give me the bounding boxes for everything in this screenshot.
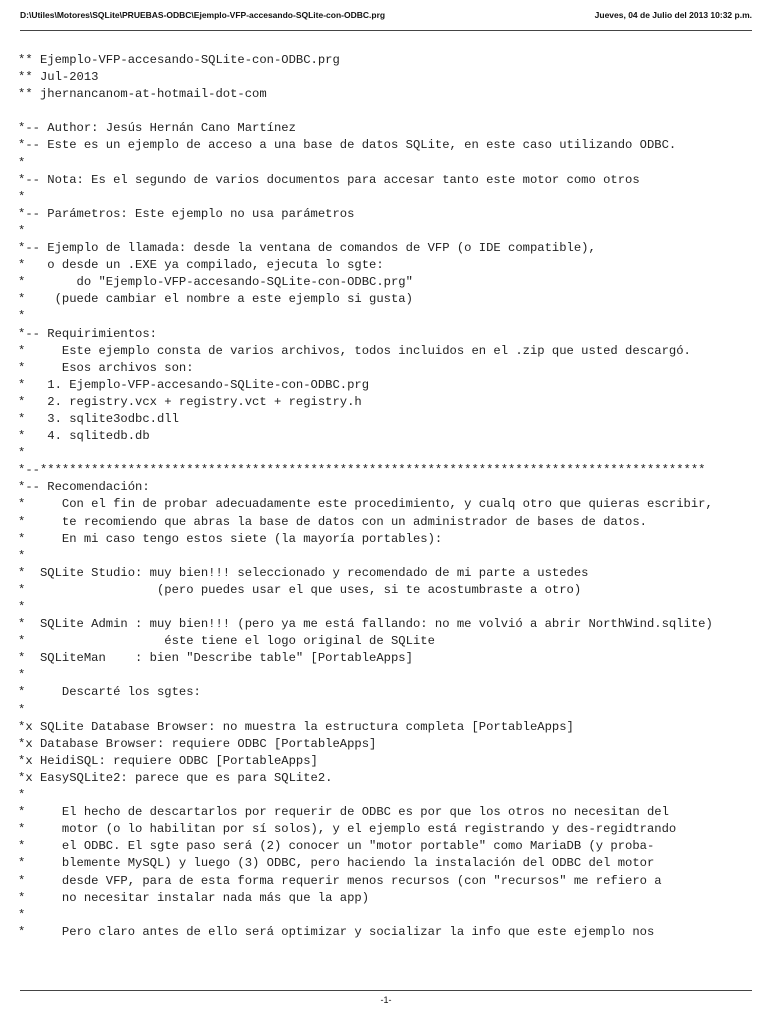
code-line: *-- Ejemplo de llamada: desde la ventana de comandos de VFP (o IDE compatible), [18,241,596,256]
code-line: * o desde un .EXE ya compilado, ejecuta lo sgte: [18,258,384,273]
code-line: ** Ejemplo-VFP-accesando-SQLite-con-ODBC.prg [18,53,340,67]
code-line: *x HeidiSQL: requiere ODBC [PortableApps] [18,753,318,768]
code-line: * Pero claro antes de ello será optimizar y socializar la info que este ejemplo nos [18,924,655,939]
code-line: * 4. sqlitedb.db [18,429,150,444]
page-number: -1- [380,995,392,1005]
code-line: * SQLiteMan : bien "Describe table" [PortableApps] [18,651,413,666]
code-line: * Con el fin de probar adecuadamente este procedimiento, y cualq otro que quieras escribir, [18,497,713,512]
code-line: * no necesitar instalar nada más que la app) [18,890,370,905]
code-line: * motor (o lo habilitan por sí solos), y el ejemplo está registrando y des-regidtrando [18,822,677,837]
code-line: *-- Recomendación: [18,480,150,495]
code-line: * éste tiene el logo original de SQLite [18,634,435,649]
code-line: * 1. Ejemplo-VFP-accesando-SQLite-con-ODBC.prg [18,377,370,392]
page-footer [20,990,752,1005]
code-line: * (puede cambiar el nombre a este ejemplo si gusta) [18,292,413,307]
code-line: * En mi caso tengo estos siete (la mayoría portables): [18,531,443,546]
code-line: * [18,189,26,204]
code-line: * el ODBC. El sgte paso será (2) conocer un "motor portable" como MariaDB (y proba- [18,839,655,854]
code-line: *--******************************************************************************************* [18,463,706,478]
code-line: * [18,702,26,717]
code-line: * [18,600,26,614]
code-line: * (pero puedes usar el que uses, si te acostumbraste a otro) [18,582,582,597]
code-line: * Esos archivos son: [18,360,194,375]
code-line: *x Database Browser: requiere ODBC [PortableApps] [18,736,377,751]
code-line: * 2. registry.vcx + registry.vct + registry.h [18,394,362,409]
code-line: * [18,548,26,563]
code-line: *-- Nota: Es el segundo de varios documentos para accesar tanto este motor como otros [18,172,640,187]
code-line: * [18,223,26,238]
code-line: * do "Ejemplo-VFP-accesando-SQLite-con-ODBC.prg" [18,275,413,290]
code-line: * El hecho de descartarlos por requerir de ODBC es por que los otros no necesitan del [18,805,669,820]
code-line: * [18,309,26,324]
code-line: * SQLite Admin : muy bien!!! (pero ya me está fallando: no me volvió a abrir NorthWind.sqlite) [18,617,713,632]
code-line: ** Jul-2013 [18,70,99,85]
print-date: Jueves, 04 de Julio del 2013 10:32 p.m. [594,10,752,20]
code-line: * blemente MySQL) y luego (3) ODBC, pero haciendo la instalación del ODBC del motor [18,856,655,871]
code-line: *x SQLite Database Browser: no muestra la estructura completa [PortableApps] [18,719,574,734]
code-line [18,103,758,120]
code-line: *-- Requirimientos: [18,326,157,341]
code-listing [18,52,758,941]
code-line: *-- Parámetros: Este ejemplo no usa parámetros [18,206,355,221]
code-line: * [18,155,26,170]
code-line: * [18,907,26,922]
code-line: * SQLite Studio: muy bien!!! seleccionado y recomendado de mi parte a ustedes [18,565,589,580]
code-line: *-- Author: Jesús Hernán Cano Martínez [18,121,296,136]
code-line: * Este ejemplo consta de varios archivos, todos incluidos en el .zip que usted descargó. [18,343,691,358]
code-line: * [18,668,26,683]
code-line: * [18,788,26,803]
code-line: * desde VFP, para de esta forma requerir menos recursos (con "recursos" me refiero a [18,873,662,888]
code-line: *x EasySQLite2: parece que es para SQLite2. [18,770,333,785]
file-path: D:\Utiles\Motores\SQLite\PRUEBAS-ODBC\Ejemplo-VFP-accesando-SQLite-con-ODBC.prg [20,10,386,20]
code-line: ** jhernancanom-at-hotmail-dot-com [18,87,267,102]
code-line: * Descarté los sgtes: [18,685,201,700]
code-line: * [18,446,26,461]
page-header [20,10,752,31]
code-line: * te recomiendo que abras la base de datos con un administrador de bases de datos. [18,514,647,529]
code-line: *-- Este es un ejemplo de acceso a una base de datos SQLite, en este caso utilizando ODBC. [18,138,677,153]
code-line: * 3. sqlite3odbc.dll [18,411,179,426]
